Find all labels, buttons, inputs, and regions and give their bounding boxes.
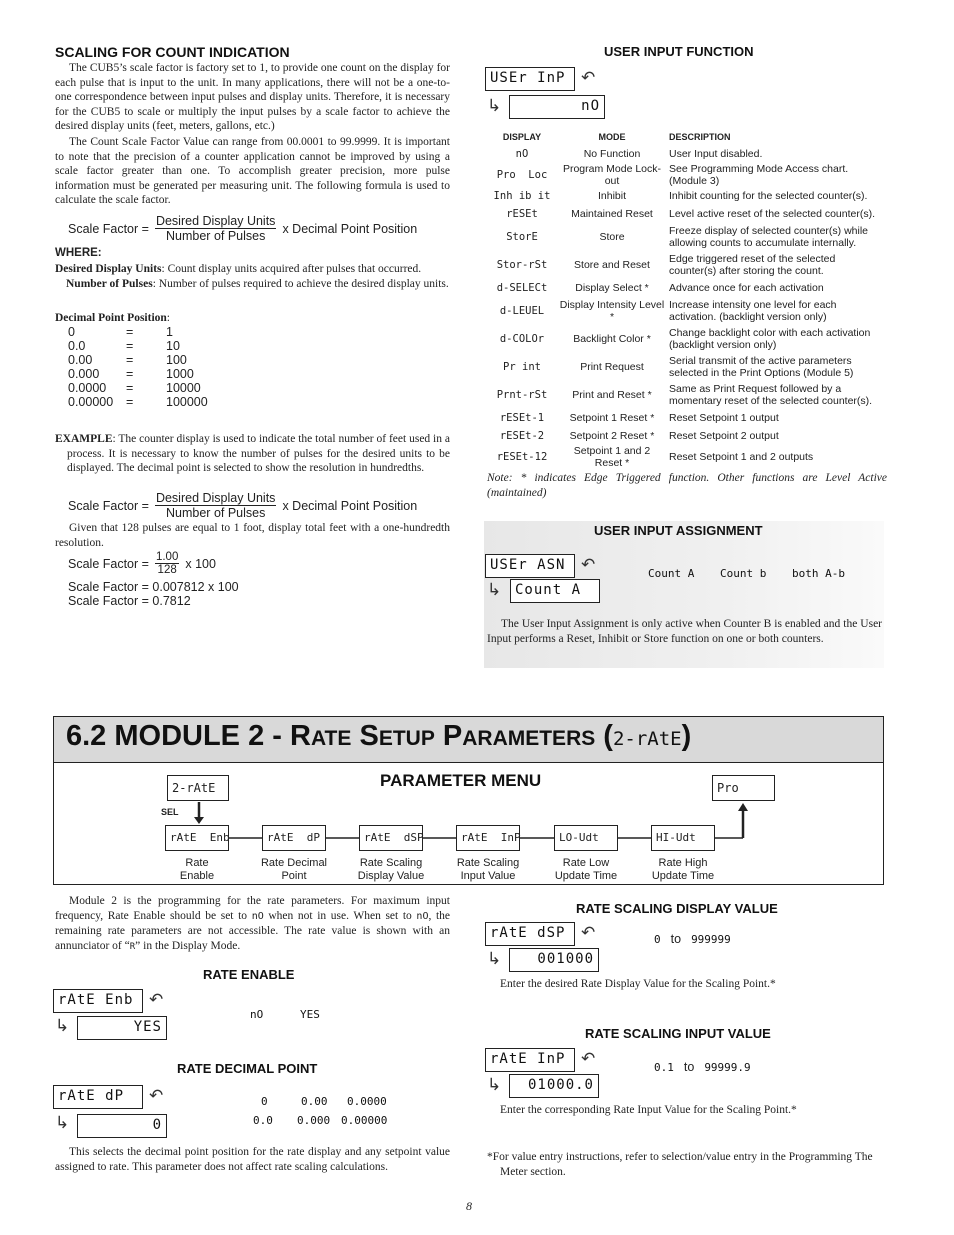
- rate-dp-option-5: 0.000: [297, 1114, 331, 1127]
- dpp-multiplier: 10: [166, 339, 180, 353]
- uif-row: [485, 187, 885, 205]
- uif-description: Level active reset of the selected counter(s).: [669, 208, 876, 220]
- uif-heading: USER INPUT FUNCTION: [604, 44, 754, 59]
- title-params-cap: P: [442, 720, 463, 752]
- given-text: Given that 128 pulses are equal to 1 foot, display total feet with a one-hundredth resolution.: [55, 522, 450, 549]
- rate-dsp-text: Enter the desired Rate Display Value for the Scaling Point.*: [500, 978, 776, 990]
- sel-label: SEL: [161, 807, 179, 817]
- menu-end-box[interactable]: Pro: [712, 775, 775, 801]
- where-label: WHERE:: [55, 247, 102, 259]
- rate-inp-range-from: 0.1: [654, 1060, 674, 1074]
- uif-mode: Backlight Color *: [573, 333, 651, 345]
- dpp-row: [68, 367, 208, 381]
- module-title: [66, 720, 691, 753]
- dpp-multiplier: 100000: [166, 395, 208, 409]
- parameter-menu-panel: [53, 762, 884, 885]
- example-label: EXAMPLE: [55, 433, 113, 445]
- rate-enable-display: [53, 989, 173, 1043]
- uif-display-code: Stor-rSt: [496, 259, 548, 271]
- formula2-left: Scale Factor =: [68, 498, 149, 513]
- rate-dsp-range-from: 0: [654, 932, 661, 946]
- uif-mode: Display Select *: [575, 282, 649, 294]
- return-arrow-icon: ↶: [581, 68, 596, 88]
- uif-row: [485, 297, 885, 325]
- uif-display-code: rESEt: [506, 208, 538, 220]
- rate-dp-option-2: 0.00: [301, 1095, 328, 1108]
- scale-formula-2: [68, 491, 417, 520]
- advance-arrow-icon: ↳: [487, 949, 502, 969]
- uif-mode: Store: [599, 231, 625, 243]
- dpp-equals: =: [126, 325, 134, 339]
- menu-start-box[interactable]: 2-rAtE: [167, 775, 229, 801]
- calc1-right: x 100: [185, 556, 216, 571]
- scaling-para2: The Count Scale Factor Value can range from 00.0001 to 99.9999. It is important to note that the precision of a counter application cannot be improved by using a scale factor greater than one. To accomplish greater precision, more pulse information must be generated per measuring unit. The following formula is used to calculate the scale factor.: [55, 136, 450, 207]
- uif-mode: Setpoint 1 and 2 Reset *: [573, 445, 651, 469]
- uif-display-code: nO: [515, 148, 529, 160]
- uia-option-2: Count b: [720, 567, 767, 580]
- rate-inp-display-bottom: 01000.0: [509, 1074, 599, 1098]
- rate-dsp-display-top: rAtE dSP: [485, 922, 575, 946]
- dpp-multiplier: 100: [166, 353, 187, 367]
- title-params-rest: ARAMETERS: [462, 727, 596, 750]
- rate-enable-option-no: nO: [250, 1008, 264, 1021]
- uif-display-code: Inh ib it: [493, 190, 551, 202]
- rate-dp-option-3: 0.0000: [347, 1095, 387, 1108]
- example-text: [55, 432, 450, 476]
- formula-numerator: Desired Display Units: [155, 214, 276, 228]
- intro-text3: , the remaining rate parameters are not accessible. The rate value is shown with an annunciator of “: [55, 909, 451, 952]
- dpp-equals: =: [126, 367, 134, 381]
- start-down-arrowhead: [194, 817, 204, 824]
- uif-mode: Maintained Reset: [571, 208, 653, 220]
- dpp-table: [68, 325, 208, 409]
- menu-item-box[interactable]: rAtE InP: [456, 825, 520, 851]
- dpp-value: 0.0000: [68, 381, 107, 395]
- title-close-paren: ): [681, 720, 692, 752]
- dpp-value: 0.000: [68, 367, 100, 381]
- page-number: 8: [466, 1199, 472, 1213]
- uia-option-1: Count A: [648, 567, 695, 580]
- dpp-row: [68, 325, 208, 339]
- col-display: DISPLAY: [502, 131, 542, 142]
- nop-definition: [66, 277, 450, 292]
- rate-dp-heading: RATE DECIMAL POINT: [177, 1061, 318, 1076]
- uif-mode: Inhibit: [597, 190, 627, 202]
- uif-description: User Input disabled.: [669, 148, 763, 160]
- formula-right: x Decimal Point Position: [282, 221, 418, 236]
- rate-inp-display: [485, 1048, 605, 1102]
- uif-display-code: Pr int: [503, 361, 541, 373]
- dpp-value: 0.00000: [68, 395, 114, 409]
- scaling-heading: SCALING FOR COUNT INDICATION: [55, 44, 290, 60]
- module2-intro: [55, 894, 450, 954]
- dpp-multiplier: 1: [166, 325, 173, 339]
- uif-description: Reset Setpoint 1 output: [669, 412, 779, 424]
- rate-dp-option-6: 0.00000: [341, 1114, 388, 1127]
- uif-mode: Display Intensity Level *: [559, 299, 665, 323]
- uif-display-code: Prnt-rSt: [496, 389, 548, 401]
- dpp-label: [55, 311, 170, 326]
- uif-display-code: d-COLOr: [499, 333, 545, 345]
- uif-row: [485, 279, 885, 297]
- calc1-left: Scale Factor =: [68, 556, 149, 571]
- uif-mode: Setpoint 1 Reset *: [569, 412, 655, 424]
- uia-text: The User Input Assignment is only active when Counter B is enabled and the User Input performs a Reset, Inhibit or Store function on one or both counters.: [487, 618, 882, 645]
- scaling-para1: The CUB5’s scale factor is factory set to 1, to provide one count on the display for each pulse that is input to the unit. In many applications, there will not be a one-to-one correspondence between input pulses and display units. Therefore, it is necessary for the CUB5 to scale or multiply the input pulses by a scale factor to achieve the desired display units (feet, meters, gallons, etc.): [55, 62, 450, 133]
- uif-description: Change backlight color with each activation (backlight version only): [669, 327, 871, 351]
- uif-mode: Setpoint 2 Reset *: [569, 430, 655, 442]
- calc-line-1: [68, 551, 216, 576]
- advance-arrow-icon: ↳: [487, 1075, 502, 1095]
- uif-display-code: StorE: [506, 231, 538, 243]
- uif-description: See Programming Mode Access chart. (Module 3): [669, 163, 849, 187]
- uif-description: Edge triggered reset of the selected counter(s) after storing the count.: [669, 253, 836, 277]
- parameter-menu-title: PARAMETER MENU: [380, 771, 542, 790]
- menu-item-label: Rate Low Update Time: [554, 857, 618, 882]
- calc1-denominator: 128: [157, 564, 177, 576]
- uif-mode: Program Mode Lock-out: [562, 163, 662, 187]
- dpp-multiplier: 10000: [166, 381, 201, 395]
- advance-arrow-icon: ↳: [55, 1016, 70, 1036]
- intro-code3: R: [129, 941, 136, 952]
- footnote: *For value entry instructions, refer to selection/value entry in the Programming The Meter section.: [487, 1151, 873, 1178]
- advance-arrow-icon: ↳: [487, 580, 502, 600]
- uif-row: [485, 251, 885, 279]
- advance-arrow-icon: ↳: [487, 96, 502, 116]
- uif-display-code: rESEt-2: [499, 430, 545, 442]
- rate-dp-option-1: 0: [261, 1095, 268, 1108]
- menu-item-box[interactable]: rAtE dP: [262, 825, 326, 851]
- rate-dsp-display: [485, 922, 605, 976]
- uif-note: Note: * indicates Edge Triggered function. Other functions are Level Active (maintained): [487, 472, 887, 499]
- return-arrow-icon: ↶: [581, 555, 596, 575]
- rate-inp-text: Enter the corresponding Rate Input Value for the Scaling Point.*: [500, 1104, 797, 1116]
- title-rate-cap: R: [290, 720, 311, 752]
- uif-description: Increase intensity one level for each activation. (backlight version only): [669, 299, 837, 323]
- intro-text2: when not in use. When set to: [268, 909, 412, 922]
- rate-inp-range-to-word: to: [683, 1060, 695, 1074]
- menu-item-label: Rate Scaling Input Value: [456, 857, 520, 882]
- title-prefix: 6.2 MODULE 2 -: [66, 720, 290, 752]
- rate-dsp-range-to-word: to: [670, 932, 682, 946]
- intro-code2: nO: [416, 910, 429, 922]
- uif-row: [485, 223, 885, 251]
- menu-item-box[interactable]: rAtE dSP: [359, 825, 423, 851]
- ddu-def: : Count display units acquired after pulses that occurred.: [161, 263, 422, 275]
- dpp-row: [68, 353, 208, 367]
- menu-item-label: Rate Scaling Display Value: [357, 857, 425, 882]
- uif-row: [485, 163, 885, 187]
- uif-description: Reset Setpoint 1 and 2 outputs: [669, 451, 814, 463]
- calc1-numerator: 1.00: [155, 551, 179, 563]
- uif-display-top: USEr InP: [485, 67, 575, 91]
- scale-formula: [68, 214, 417, 243]
- title-rate-rest: ATE: [310, 727, 352, 750]
- dpp-row: [68, 381, 208, 395]
- uif-mode: Print and Reset *: [572, 389, 652, 401]
- rate-dp-text: This selects the decimal point position for the rate display and any setpoint value assigned to rate. This parameter does not affect rate scaling calculations.: [55, 1146, 450, 1173]
- intro-code1: nO: [251, 910, 264, 922]
- uif-row: [485, 427, 885, 445]
- uia-option-3: both A-b: [792, 567, 845, 580]
- return-arrow-icon: ↶: [581, 1049, 596, 1069]
- uif-mode: No Function: [583, 148, 641, 160]
- calc-line-3: Scale Factor = 0.7812: [68, 594, 191, 608]
- rate-enable-display-bottom: YES: [77, 1016, 167, 1040]
- menu-item-label: Rate High Update Time: [651, 857, 715, 882]
- example-body: : The counter display is used to indicate the total number of feet used in a process. It is necessary to know the number of pulses for the desired units to be displayed. The decimal point is selected to show the resolution in hundredths.: [67, 433, 450, 475]
- uif-row: [485, 445, 885, 469]
- dpp-value: 0.00: [68, 353, 93, 367]
- intro-text4: ” in the Display Mode.: [135, 939, 241, 952]
- dpp-equals: =: [126, 381, 134, 395]
- uif-description: Same as Print Request followed by a momentary reset of the selected counter(s).: [669, 383, 873, 407]
- rate-dsp-heading: RATE SCALING DISPLAY VALUE: [576, 901, 778, 916]
- menu-item-box[interactable]: LO-Udt: [554, 825, 618, 851]
- dpp-row: [68, 395, 208, 409]
- advance-arrow-icon: ↳: [55, 1113, 70, 1133]
- dpp-value: 0.0: [68, 339, 86, 353]
- rate-inp-range: [654, 1060, 751, 1074]
- ddu-definition: [55, 262, 450, 277]
- uia-display-bottom: Count A: [510, 579, 600, 603]
- uia-panel: [484, 521, 884, 668]
- rate-dsp-range-to: 999999: [691, 932, 731, 946]
- dpp-equals: =: [126, 353, 134, 367]
- uia-heading: USER INPUT ASSIGNMENT: [594, 523, 763, 538]
- dpp-label-text: Decimal Point Position: [55, 312, 167, 324]
- formula2-right: x Decimal Point Position: [282, 498, 418, 513]
- uif-display-bottom: nO: [509, 95, 605, 119]
- uif-display-code: Pro Loc: [496, 169, 548, 181]
- rate-dp-display: [53, 1085, 173, 1141]
- rate-enable-heading: RATE ENABLE: [203, 967, 295, 982]
- return-arrow-icon: ↶: [581, 923, 596, 943]
- dpp-equals: =: [126, 339, 134, 353]
- formula2-numerator: Desired Display Units: [155, 491, 276, 505]
- ddu-term: Desired Display Units: [55, 263, 162, 275]
- rate-dsp-range: [654, 932, 731, 946]
- dpp-equals: =: [126, 395, 134, 409]
- calc-line-2: Scale Factor = 0.007812 x 100: [68, 580, 239, 594]
- menu-item-label: Rate Decimal Point: [260, 857, 328, 882]
- uif-display-code: d-LEUEL: [499, 305, 545, 317]
- title-setup-cap: S: [359, 720, 379, 752]
- uif-description: Freeze display of selected counter(s) while allowing counts to accumulate internally.: [669, 225, 869, 249]
- rate-dp-option-4: 0.0: [253, 1114, 273, 1127]
- uif-display-code: rESEt-1: [499, 412, 545, 424]
- nop-def: : Number of pulses required to achieve the desired display units.: [152, 278, 449, 290]
- dpp-value: 0: [68, 325, 75, 339]
- module-title-bar: [53, 716, 884, 763]
- uif-mode: Print Request: [580, 361, 644, 373]
- rate-inp-range-to: 99999.9: [704, 1060, 751, 1074]
- title-open-paren: (: [595, 720, 613, 752]
- return-arrow-icon: ↶: [149, 1086, 164, 1106]
- uif-display: [485, 67, 605, 125]
- formula-denominator: Number of Pulses: [166, 229, 266, 243]
- title-setup-rest: ETUP: [378, 727, 435, 750]
- dpp-colon: :: [166, 312, 170, 324]
- uif-table: [485, 128, 885, 469]
- uif-description: Reset Setpoint 2 output: [669, 430, 779, 442]
- rate-inp-display-top: rAtE InP: [485, 1048, 575, 1072]
- rate-dp-display-bottom: 0: [77, 1114, 167, 1138]
- uif-row: [485, 353, 885, 381]
- col-description: DESCRIPTION: [669, 131, 731, 142]
- dpp-multiplier: 1000: [166, 367, 194, 381]
- intro-text1: Module 2 is the programming for the rate parameters. For maximum input frequency, Rate Enable should be set to: [55, 895, 450, 922]
- rate-dp-display-top: rAtE dP: [53, 1085, 143, 1109]
- menu-item-box[interactable]: HI-Udt: [651, 825, 715, 851]
- formula2-denominator: Number of Pulses: [166, 506, 266, 520]
- uif-row: [485, 205, 885, 223]
- nop-term: Number of Pulses: [66, 278, 153, 290]
- uif-row: [485, 325, 885, 353]
- uif-description: Inhibit counting for the selected counter(s).: [669, 190, 868, 202]
- dpp-row: [68, 339, 208, 353]
- uif-row: [485, 409, 885, 427]
- uif-display-code: d-SELECt: [496, 282, 548, 294]
- rate-enable-option-yes: YES: [300, 1008, 320, 1021]
- menu-item-label: Rate Enable: [179, 857, 215, 882]
- menu-item-box[interactable]: rAtE Enb: [165, 825, 229, 851]
- uia-display-top: USEr ASN: [485, 554, 575, 578]
- end-up-arrowhead: [738, 803, 748, 811]
- rate-inp-heading: RATE SCALING INPUT VALUE: [585, 1026, 771, 1041]
- rate-dsp-display-bottom: 001000: [509, 948, 599, 972]
- uif-description: Advance once for each activation: [669, 282, 824, 294]
- uif-display-code: rESEt-12: [496, 451, 548, 463]
- uif-row: [485, 381, 885, 409]
- title-code: 2-rAtE: [612, 728, 682, 750]
- formula-left: Scale Factor =: [68, 221, 149, 236]
- uif-row: [485, 145, 885, 163]
- rate-enable-display-top: rAtE Enb: [53, 989, 143, 1013]
- uif-mode: Store and Reset: [574, 259, 650, 271]
- uif-description: Serial transmit of the active parameters selected in the Print Options (Module 5): [669, 355, 854, 379]
- col-mode: MODE: [598, 131, 626, 142]
- return-arrow-icon: ↶: [149, 990, 164, 1010]
